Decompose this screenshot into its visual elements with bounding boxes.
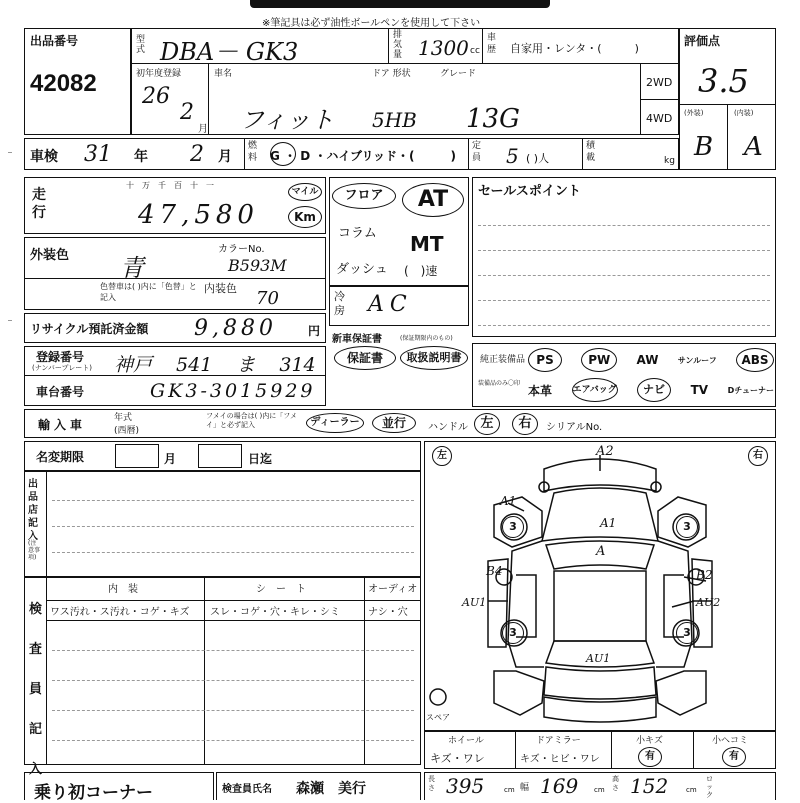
interior-color: 70 xyxy=(256,288,279,309)
dealer-option: ディーラー xyxy=(306,413,364,433)
legend-mirror: ドアミラー xyxy=(536,736,581,746)
handle-label: ハンドル xyxy=(428,422,468,433)
interior-color-label: 内装色 xyxy=(204,282,237,295)
fuel-options: G ・ D ・ハイブリッド・( ) xyxy=(270,149,456,163)
equip-dtuner: Dチューナー xyxy=(727,385,774,395)
color-label: 外装色 xyxy=(30,248,70,263)
color-no-label: カラーNo. xyxy=(218,244,265,255)
car-outline-diagram xyxy=(424,441,776,731)
drive-2wd: 2WD xyxy=(646,76,673,89)
recycle-unit: 円 xyxy=(308,324,321,338)
chassis-value: GK3-3015929 xyxy=(150,380,316,402)
diagram-left-label: 左 xyxy=(432,446,452,466)
equip-airbag: エアバッグ xyxy=(572,378,618,402)
inspection-month-suffix: 月 xyxy=(218,149,232,165)
legend-small-scratch: 小キズ xyxy=(636,736,663,746)
wheel-mark-fl: 3 xyxy=(502,516,524,538)
displacement-label: 排気量 xyxy=(393,30,403,60)
pen-note: ※筆記具は必ず油性ボールペンを使用して下さい xyxy=(262,18,481,29)
ac-value: AC xyxy=(368,292,413,317)
width-value: 169 xyxy=(540,774,579,798)
chassis-label: 車台番号 xyxy=(36,385,85,399)
check-audio-header: オーディオ xyxy=(368,584,418,595)
plate-sub: (ナンバープレート) xyxy=(32,364,92,372)
handle-right: 右 xyxy=(512,413,538,435)
roof-label: ロック xyxy=(706,775,713,799)
car-name-label: 車名 xyxy=(214,69,233,79)
load-unit: kg xyxy=(664,156,675,166)
mark-a1-right: A1 xyxy=(600,516,617,530)
plate-value: 神戸 541 ま 314 xyxy=(114,354,316,376)
sales-point-box xyxy=(472,177,776,337)
sheet-title-fragment xyxy=(250,0,550,8)
length-value: 395 xyxy=(446,774,485,798)
lot-number: 42082 xyxy=(30,70,97,97)
first-reg-year: 26 xyxy=(142,84,170,109)
drive-4wd: 4WD xyxy=(646,112,673,125)
inspection-month: 2 xyxy=(190,142,204,167)
legend-small-dent-value: 有 xyxy=(722,747,746,767)
equipment-row-2 xyxy=(528,376,774,404)
type-label: 型式 xyxy=(136,35,146,55)
wheel-mark-rl: 3 xyxy=(502,622,524,644)
new-car-warranty: 新車保証書 xyxy=(332,334,382,345)
door-label: ドア 形状 xyxy=(372,69,411,79)
history-options: 自家用・レンタ・( ) xyxy=(510,42,639,55)
equip-abs: ABS xyxy=(736,348,774,372)
first-reg-month: 2 xyxy=(180,100,194,125)
history-label: 車歴 xyxy=(487,33,497,55)
column-shift: コラム xyxy=(338,226,377,241)
check-interior-header: 内 装 xyxy=(108,584,138,595)
first-reg-label: 初年度登録 xyxy=(136,69,182,79)
fuel-label: 燃料 xyxy=(248,141,258,163)
interior-grade: A xyxy=(744,132,763,162)
parallel-option: 並行 xyxy=(372,413,416,433)
speed-count: ( )速 xyxy=(404,264,438,278)
mark-a: A xyxy=(596,544,606,559)
mt-label: MT xyxy=(410,232,444,256)
equip-tv: TV xyxy=(690,383,709,397)
mark-au1-rear: AU1 xyxy=(586,652,611,665)
height-unit: cm xyxy=(686,786,697,794)
floor-shift-circled: フロア xyxy=(332,183,396,209)
mileage-value: 47,580 xyxy=(138,200,259,230)
width-label: 幅 xyxy=(520,783,530,793)
capacity-label: 定員 xyxy=(472,141,482,163)
name-change-day: 日迄 xyxy=(248,452,273,466)
import-year-label: 年式(西暦) xyxy=(114,413,140,436)
wheel-mark-rr: 3 xyxy=(676,622,698,644)
exterior-grade: B xyxy=(694,132,714,162)
recycle-value: 9,880 xyxy=(194,316,277,341)
height-value: 152 xyxy=(630,774,669,798)
equipment-row-1 xyxy=(528,346,774,374)
spare-label: スペア xyxy=(426,713,450,722)
displacement-value: 1300 xyxy=(418,36,469,60)
wheel-mark-fr: 3 xyxy=(676,516,698,538)
new-car-warranty-note: (保証期限内のもの) xyxy=(400,335,453,342)
grade-label: グレード xyxy=(440,69,477,79)
mark-au1-left: AU1 xyxy=(462,596,487,609)
plate-label: 登録番号 xyxy=(36,350,85,364)
mark-a2: A2 xyxy=(596,444,614,459)
interior-grade-label: (内装) xyxy=(734,109,754,117)
margin-mark xyxy=(8,320,12,321)
at-circled: AT xyxy=(402,183,464,217)
color-value: 青 xyxy=(120,254,144,282)
lot-label: 出品番号 xyxy=(30,34,79,48)
ac-label: 冷房 xyxy=(334,290,345,317)
mileage-digit-header: 十 万 千 百 十 一 xyxy=(126,181,214,190)
km-unit-circled: Km xyxy=(288,206,322,228)
check-label: 検査員記入 xyxy=(29,602,43,777)
height-label: 高さ xyxy=(612,775,619,792)
fuel-gasoline-circle xyxy=(270,142,296,166)
equip-aw: AW xyxy=(636,353,659,367)
legend-small-dent: 小ヘコミ xyxy=(712,736,749,746)
warranty-card-circled: 保証書 xyxy=(334,346,396,370)
color-no: B593M xyxy=(228,256,287,275)
width-unit: cm xyxy=(594,786,605,794)
equipment-sub: 装備品のみ〇印 xyxy=(478,380,521,387)
equip-pw: PW xyxy=(581,348,617,372)
car-name: フィット xyxy=(240,106,335,134)
score-label: 評価点 xyxy=(684,34,721,48)
notes-sub: (注意事項) xyxy=(28,540,41,561)
import-note: フメイの場合は( )内に「フメイ」と必ず記入 xyxy=(206,412,297,429)
score-value: 3.5 xyxy=(698,62,749,100)
legend-small-scratch-value: 有 xyxy=(638,747,662,767)
legend-wheel-items: キズ・ワレ xyxy=(430,752,485,765)
mark-b4: B4 xyxy=(486,564,503,578)
mark-b2: B2 xyxy=(696,568,713,582)
name-change-month: 月 xyxy=(164,452,177,466)
inspection-label: 車検 xyxy=(30,149,58,165)
check-interior-items: ワス汚れ・ス汚れ・コゲ・キズ xyxy=(50,607,190,618)
model-code: DBA－ GK3 xyxy=(160,38,299,66)
serial-label: シリアルNo. xyxy=(546,422,603,433)
check-audio-items: ナシ・穴 xyxy=(368,607,408,618)
mileage-label: 走行 xyxy=(32,187,46,221)
check-seat-header: シ ー ト xyxy=(256,584,306,595)
manual-circled: 取扱説明書 xyxy=(400,346,468,370)
equip-ps: PS xyxy=(528,348,562,372)
import-label: 輸入車 xyxy=(38,418,87,432)
recycle-label: リサイクル預託済金額 xyxy=(30,322,149,336)
exterior-grade-label: (外装) xyxy=(684,109,704,117)
load-label: 積載 xyxy=(586,141,596,163)
inspection-year: 31 xyxy=(84,142,112,167)
sales-point-label: セールスポイント xyxy=(478,184,581,199)
mark-au2: AU2 xyxy=(696,596,721,609)
capacity-unit: ( )人 xyxy=(526,152,550,165)
corner-label: 乗り初コーナー xyxy=(34,783,153,803)
inspector-label: 検査員氏名 xyxy=(222,784,272,795)
equip-leather: 本革 xyxy=(528,383,553,398)
capacity-value: 5 xyxy=(506,144,519,168)
check-seat-items: スレ・コゲ・穴・キレ・シミ xyxy=(210,607,340,618)
name-change-label: 名変期限 xyxy=(36,450,85,464)
legend-wheel: ホイール xyxy=(448,736,484,746)
inspection-year-suffix: 年 xyxy=(134,149,148,165)
diagram-right-label: 右 xyxy=(748,446,768,466)
mark-a1-left: A1 xyxy=(500,494,517,508)
equip-sunroof: サンルーフ xyxy=(677,355,717,365)
displacement-unit: cc xyxy=(470,46,480,56)
length-unit: cm xyxy=(504,786,515,794)
length-label: 長さ xyxy=(428,775,435,792)
first-reg-month-suffix: 月 xyxy=(198,124,208,135)
legend-mirror-items: キズ・ヒビ・ワレ xyxy=(520,754,600,765)
repaint-note: 色替車は( )内に「色替」と記入 xyxy=(100,282,197,302)
grade-value: 13G xyxy=(466,104,520,134)
handle-left: 左 xyxy=(474,413,500,435)
notes-label: 出品店記入 xyxy=(28,479,38,542)
mile-unit: マイル xyxy=(288,183,322,201)
inspector-name: 森瀬 美行 xyxy=(296,781,366,797)
door-shape: 5HB xyxy=(372,108,417,132)
equip-navi: ナビ xyxy=(637,378,671,402)
notes-box xyxy=(24,471,421,577)
dash-shift: ダッシュ xyxy=(336,262,388,277)
margin-mark xyxy=(8,152,12,153)
equipment-label: 純正装備品 xyxy=(480,355,526,365)
